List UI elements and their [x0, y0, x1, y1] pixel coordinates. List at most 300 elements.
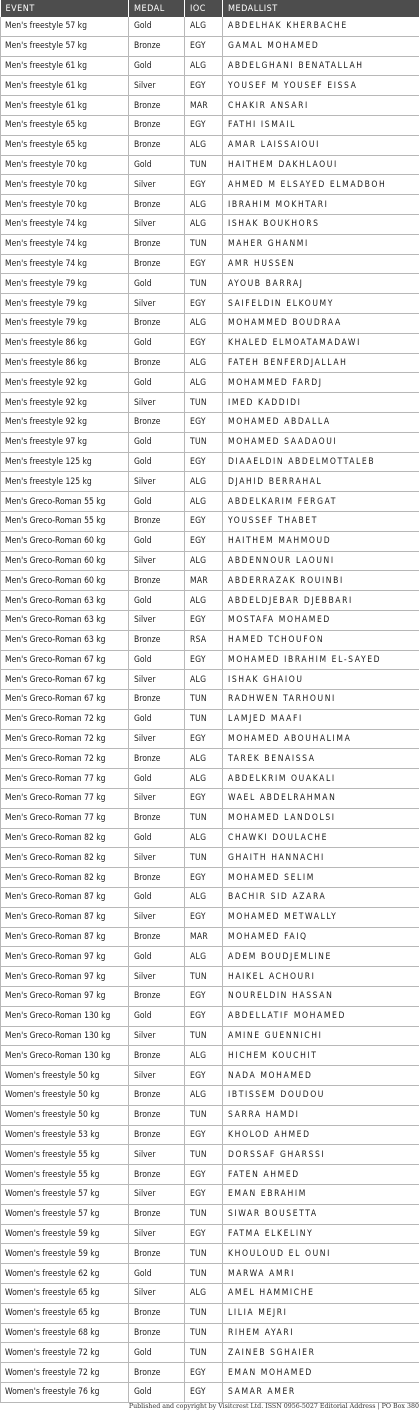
- event-cell: Men's Greco-Roman 77 kg: [1, 769, 129, 789]
- medallist-cell: DIAAELDIN ABDELMOTTALEB: [223, 452, 419, 472]
- medallist-cell: RIHEM AYARI: [223, 1323, 419, 1343]
- medallist-cell: AYOUB BARRAJ: [223, 274, 419, 294]
- medal-cell: Gold: [129, 1382, 185, 1402]
- ioc-cell: TUN: [185, 967, 223, 987]
- event-cell: Men's Greco-Roman 77 kg: [1, 789, 129, 809]
- medal-cell: Bronze: [129, 1363, 185, 1383]
- event-cell: Men's freestyle 65 kg: [1, 135, 129, 155]
- medallist-cell: HICHEM KOUCHIT: [223, 1046, 419, 1066]
- table-row: [1, 848, 419, 868]
- event-cell: Men's freestyle 74 kg: [1, 234, 129, 254]
- medal-cell: Gold: [129, 155, 185, 175]
- table-row: [1, 214, 419, 234]
- event-cell: Men's freestyle 70 kg: [1, 195, 129, 215]
- ioc-cell: ALG: [185, 828, 223, 848]
- medallist-cell: SIWAR BOUSETTA: [223, 1204, 419, 1224]
- medallist-cell: DJAHID BERRAHAL: [223, 472, 419, 492]
- table-row: [1, 373, 419, 393]
- medallist-cell: ABDELKARIM FERGAT: [223, 492, 419, 512]
- ioc-cell: ALG: [185, 749, 223, 769]
- ioc-cell: EGY: [185, 76, 223, 96]
- event-cell: Men's freestyle 61 kg: [1, 96, 129, 116]
- event-cell: Women's freestyle 59 kg: [1, 1244, 129, 1264]
- medal-cell: Gold: [129, 492, 185, 512]
- event-cell: Men's Greco-Roman 63 kg: [1, 591, 129, 611]
- medallist-cell: SAMAR AMER: [223, 1382, 419, 1402]
- table-row: [1, 195, 419, 215]
- ioc-cell: EGY: [185, 1382, 223, 1402]
- medallist-cell: CHAWKI DOULACHE: [223, 828, 419, 848]
- ioc-cell: ALG: [185, 492, 223, 512]
- ioc-cell: TUN: [185, 1145, 223, 1165]
- ioc-cell: EGY: [185, 868, 223, 888]
- medallist-cell: ABDELLATIF MOHAMED: [223, 1006, 419, 1026]
- medallist-cell: MOHAMED FAIQ: [223, 927, 419, 947]
- medallist-cell: MARWA AMRI: [223, 1264, 419, 1284]
- medal-cell: Gold: [129, 17, 185, 36]
- event-cell: Men's freestyle 65 kg: [1, 115, 129, 135]
- medallist-cell: ZAINEB SGHAIER: [223, 1343, 419, 1363]
- medallist-cell: NADA MOHAMED: [223, 1066, 419, 1086]
- medallist-cell: ABDENNOUR LAOUNI: [223, 551, 419, 571]
- event-cell: Women's freestyle 55 kg: [1, 1165, 129, 1185]
- medal-cell: Silver: [129, 214, 185, 234]
- medallist-cell: ISHAK GHAIOU: [223, 670, 419, 690]
- medallist-cell: MOSTAFA MOHAMED: [223, 610, 419, 630]
- event-cell: Men's freestyle 125 kg: [1, 452, 129, 472]
- table-row: [1, 670, 419, 690]
- event-cell: Men's freestyle 79 kg: [1, 294, 129, 314]
- ioc-cell: TUN: [185, 808, 223, 828]
- table-row: [1, 610, 419, 630]
- medal-cell: Silver: [129, 393, 185, 413]
- table-row: [1, 175, 419, 195]
- ioc-cell: TUN: [185, 1323, 223, 1343]
- medal-cell: Silver: [129, 472, 185, 492]
- table-row: [1, 1284, 419, 1304]
- medal-cell: Gold: [129, 650, 185, 670]
- event-cell: Men's freestyle 70 kg: [1, 155, 129, 175]
- table-row: [1, 492, 419, 512]
- medal-cell: Gold: [129, 56, 185, 76]
- medallist-cell: CHAKIR ANSARI: [223, 96, 419, 116]
- event-cell: Women's freestyle 76 kg: [1, 1382, 129, 1402]
- event-cell: Men's Greco-Roman 97 kg: [1, 987, 129, 1007]
- event-cell: Men's freestyle 61 kg: [1, 76, 129, 96]
- medal-cell: Gold: [129, 432, 185, 452]
- medal-cell: Gold: [129, 769, 185, 789]
- table-row: [1, 1363, 419, 1383]
- event-cell: Men's Greco-Roman 60 kg: [1, 551, 129, 571]
- table-row: [1, 135, 419, 155]
- medal-cell: Bronze: [129, 511, 185, 531]
- medallist-cell: KHOLOD AHMED: [223, 1125, 419, 1145]
- table-row: [1, 709, 419, 729]
- medal-cell: Bronze: [129, 1105, 185, 1125]
- medallist-cell: AMR HUSSEN: [223, 254, 419, 274]
- ioc-cell: EGY: [185, 1006, 223, 1026]
- medallist-cell: TAREK BENAISSA: [223, 749, 419, 769]
- column-header-event: EVENT: [1, 0, 129, 17]
- medallist-cell: IBRAHIM MOKHTARI: [223, 195, 419, 215]
- medal-cell: Bronze: [129, 987, 185, 1007]
- medal-cell: Bronze: [129, 313, 185, 333]
- medal-cell: Bronze: [129, 690, 185, 710]
- ioc-cell: EGY: [185, 1165, 223, 1185]
- table-row: [1, 630, 419, 650]
- medallist-cell: MOHAMED SELIM: [223, 868, 419, 888]
- ioc-cell: ALG: [185, 769, 223, 789]
- medal-cell: Silver: [129, 551, 185, 571]
- table-row: [1, 947, 419, 967]
- table-row: [1, 1264, 419, 1284]
- medal-cell: Bronze: [129, 353, 185, 373]
- medallist-cell: WAEL ABDELRAHMAN: [223, 789, 419, 809]
- table-row: [1, 650, 419, 670]
- medal-cell: Bronze: [129, 1303, 185, 1323]
- event-cell: Men's freestyle 86 kg: [1, 333, 129, 353]
- ioc-cell: RSA: [185, 630, 223, 650]
- event-cell: Men's freestyle 79 kg: [1, 313, 129, 333]
- medallist-cell: RADHWEN TARHOUNI: [223, 690, 419, 710]
- ioc-cell: ALG: [185, 1086, 223, 1106]
- medallist-cell: MOHAMMED BOUDRAA: [223, 313, 419, 333]
- medallist-cell: ABDERRAZAK ROUINBI: [223, 571, 419, 591]
- table-row: [1, 1165, 419, 1185]
- medallist-cell: KHALED ELMOATAMADAWI: [223, 333, 419, 353]
- medallist-cell: KHOULOUD EL OUNI: [223, 1244, 419, 1264]
- table-row: [1, 1086, 419, 1106]
- medallist-cell: GAMAL MOHAMED: [223, 36, 419, 56]
- table-row: [1, 254, 419, 274]
- medallist-cell: MOHAMED ABDALLA: [223, 412, 419, 432]
- medallist-cell: NOURELDIN HASSAN: [223, 987, 419, 1007]
- ioc-cell: MAR: [185, 96, 223, 116]
- ioc-cell: ALG: [185, 195, 223, 215]
- ioc-cell: TUN: [185, 234, 223, 254]
- table-row: [1, 987, 419, 1007]
- medal-cell: Silver: [129, 1224, 185, 1244]
- ioc-cell: TUN: [185, 1204, 223, 1224]
- event-cell: Men's freestyle 79 kg: [1, 274, 129, 294]
- table-row: [1, 1066, 419, 1086]
- table-row: [1, 294, 419, 314]
- medal-cell: Bronze: [129, 868, 185, 888]
- medallist-cell: MOHAMED IBRAHIM EL-SAYED: [223, 650, 419, 670]
- table-row: [1, 1046, 419, 1066]
- ioc-cell: EGY: [185, 1224, 223, 1244]
- event-cell: Men's freestyle 61 kg: [1, 56, 129, 76]
- medal-cell: Gold: [129, 333, 185, 353]
- medallist-cell: ADEM BOUDJEMLINE: [223, 947, 419, 967]
- medal-cell: Bronze: [129, 135, 185, 155]
- event-cell: Men's Greco-Roman 97 kg: [1, 967, 129, 987]
- ioc-cell: EGY: [185, 333, 223, 353]
- medal-cell: Silver: [129, 1145, 185, 1165]
- medal-cell: Bronze: [129, 571, 185, 591]
- medallist-cell: YOUSEF M YOUSEF EISSA: [223, 76, 419, 96]
- medal-cell: Bronze: [129, 749, 185, 769]
- ioc-cell: EGY: [185, 1185, 223, 1205]
- medal-cell: Gold: [129, 274, 185, 294]
- event-cell: Men's Greco-Roman 60 kg: [1, 531, 129, 551]
- ioc-cell: EGY: [185, 789, 223, 809]
- medallist-cell: MOHAMED ABOUHALIMA: [223, 729, 419, 749]
- event-cell: Women's freestyle 65 kg: [1, 1303, 129, 1323]
- table-row: [1, 155, 419, 175]
- medal-cell: Gold: [129, 888, 185, 908]
- table-row: [1, 36, 419, 56]
- event-cell: Men's Greco-Roman 87 kg: [1, 888, 129, 908]
- event-cell: Women's freestyle 55 kg: [1, 1145, 129, 1165]
- medal-cell: Silver: [129, 789, 185, 809]
- table-row: [1, 868, 419, 888]
- ioc-cell: EGY: [185, 115, 223, 135]
- ioc-cell: TUN: [185, 848, 223, 868]
- event-cell: Women's freestyle 50 kg: [1, 1086, 129, 1106]
- event-cell: Men's freestyle 57 kg: [1, 36, 129, 56]
- medal-cell: Silver: [129, 670, 185, 690]
- medal-cell: Silver: [129, 76, 185, 96]
- ioc-cell: ALG: [185, 670, 223, 690]
- table-row: [1, 412, 419, 432]
- event-cell: Men's Greco-Roman 63 kg: [1, 610, 129, 630]
- table-row: [1, 927, 419, 947]
- medal-cell: Bronze: [129, 1244, 185, 1264]
- medal-cell: Silver: [129, 907, 185, 927]
- table-row: [1, 591, 419, 611]
- event-cell: Women's freestyle 57 kg: [1, 1204, 129, 1224]
- ioc-cell: EGY: [185, 36, 223, 56]
- medallist-cell: SAIFELDIN ELKOUMY: [223, 294, 419, 314]
- table-row: [1, 907, 419, 927]
- ioc-cell: TUN: [185, 1303, 223, 1323]
- ioc-cell: TUN: [185, 1264, 223, 1284]
- ioc-cell: ALG: [185, 1284, 223, 1304]
- medal-cell: Bronze: [129, 115, 185, 135]
- event-cell: Women's freestyle 72 kg: [1, 1343, 129, 1363]
- column-header-medal: MEDAL: [129, 0, 185, 17]
- medallist-cell: DORSSAF GHARSSI: [223, 1145, 419, 1165]
- medal-cell: Bronze: [129, 630, 185, 650]
- medal-cell: Bronze: [129, 1204, 185, 1224]
- table-row: [1, 729, 419, 749]
- table-row: [1, 888, 419, 908]
- event-cell: Men's Greco-Roman 72 kg: [1, 749, 129, 769]
- event-cell: Men's freestyle 92 kg: [1, 393, 129, 413]
- medal-cell: Silver: [129, 1026, 185, 1046]
- event-cell: Men's Greco-Roman 55 kg: [1, 511, 129, 531]
- event-cell: Women's freestyle 65 kg: [1, 1284, 129, 1304]
- medallist-cell: AMINE GUENNICHI: [223, 1026, 419, 1046]
- event-cell: Men's Greco-Roman 130 kg: [1, 1006, 129, 1026]
- medal-cell: Bronze: [129, 1046, 185, 1066]
- table-row: [1, 1125, 419, 1145]
- event-cell: Men's freestyle 92 kg: [1, 373, 129, 393]
- medallist-cell: HAIKEL ACHOURI: [223, 967, 419, 987]
- table-row: [1, 1145, 419, 1165]
- medallist-cell: MOHAMED METWALLY: [223, 907, 419, 927]
- ioc-cell: EGY: [185, 294, 223, 314]
- table-row: [1, 56, 419, 76]
- medallist-cell: EMAN MOHAMED: [223, 1363, 419, 1383]
- table-row: [1, 967, 419, 987]
- medallist-cell: EMAN EBRAHIM: [223, 1185, 419, 1205]
- table-row: [1, 353, 419, 373]
- event-cell: Women's freestyle 68 kg: [1, 1323, 129, 1343]
- table-row: [1, 769, 419, 789]
- medallist-cell: MOHAMED SAADAOUI: [223, 432, 419, 452]
- table-row: [1, 17, 419, 36]
- medal-cell: Silver: [129, 175, 185, 195]
- ioc-cell: EGY: [185, 531, 223, 551]
- ioc-cell: ALG: [185, 135, 223, 155]
- medal-cell: Gold: [129, 373, 185, 393]
- event-cell: Men's Greco-Roman 82 kg: [1, 828, 129, 848]
- table-header: [1, 0, 419, 17]
- ioc-cell: EGY: [185, 610, 223, 630]
- medal-cell: Silver: [129, 610, 185, 630]
- ioc-cell: TUN: [185, 155, 223, 175]
- event-cell: Women's freestyle 72 kg: [1, 1363, 129, 1383]
- medal-cell: Silver: [129, 729, 185, 749]
- medallist-cell: FATMA ELKELINY: [223, 1224, 419, 1244]
- ioc-cell: EGY: [185, 511, 223, 531]
- ioc-cell: EGY: [185, 1363, 223, 1383]
- medallist-cell: AMAR LAISSAIOUI: [223, 135, 419, 155]
- medal-cell: Bronze: [129, 412, 185, 432]
- medal-cell: Bronze: [129, 1165, 185, 1185]
- medal-cell: Silver: [129, 1284, 185, 1304]
- ioc-cell: ALG: [185, 888, 223, 908]
- medal-cell: Gold: [129, 591, 185, 611]
- table-row: [1, 1006, 419, 1026]
- header-row: [1, 0, 419, 17]
- ioc-cell: EGY: [185, 987, 223, 1007]
- event-cell: Men's freestyle 74 kg: [1, 254, 129, 274]
- medallist-cell: ABDELHAK KHERBACHE: [223, 17, 419, 36]
- ioc-cell: EGY: [185, 729, 223, 749]
- ioc-cell: EGY: [185, 412, 223, 432]
- event-cell: Men's Greco-Roman 72 kg: [1, 729, 129, 749]
- table-row: [1, 551, 419, 571]
- table-row: [1, 333, 419, 353]
- medal-cell: Bronze: [129, 254, 185, 274]
- ioc-cell: TUN: [185, 1026, 223, 1046]
- medal-cell: Silver: [129, 848, 185, 868]
- medal-cell: Gold: [129, 709, 185, 729]
- ioc-cell: EGY: [185, 452, 223, 472]
- medallist-cell: ABDELGHANI BENATALLAH: [223, 56, 419, 76]
- ioc-cell: ALG: [185, 353, 223, 373]
- medal-cell: Silver: [129, 1185, 185, 1205]
- table-row: [1, 313, 419, 333]
- medallist-cell: FATEH BENFERDJALLAH: [223, 353, 419, 373]
- medal-cell: Gold: [129, 1264, 185, 1284]
- event-cell: Men's Greco-Roman 130 kg: [1, 1026, 129, 1046]
- medal-cell: Silver: [129, 1066, 185, 1086]
- event-cell: Men's freestyle 57 kg: [1, 17, 129, 36]
- ioc-cell: EGY: [185, 1125, 223, 1145]
- table-row: [1, 1105, 419, 1125]
- event-cell: Women's freestyle 62 kg: [1, 1264, 129, 1284]
- medallist-cell: SARRA HAMDI: [223, 1105, 419, 1125]
- ioc-cell: ALG: [185, 313, 223, 333]
- ioc-cell: TUN: [185, 393, 223, 413]
- medal-cell: Bronze: [129, 96, 185, 116]
- event-cell: Men's freestyle 97 kg: [1, 432, 129, 452]
- ioc-cell: EGY: [185, 254, 223, 274]
- table-row: [1, 96, 419, 116]
- medal-cell: Gold: [129, 452, 185, 472]
- event-cell: Men's freestyle 92 kg: [1, 412, 129, 432]
- publication-footer: Published and copyright by Visitcrest Ltd. ISSN 0956-5027 Editorial Address | PO Box 380: [128, 1403, 419, 1410]
- column-header-ioc: IOC: [185, 0, 223, 17]
- table-row: [1, 1185, 419, 1205]
- ioc-cell: ALG: [185, 373, 223, 393]
- table-row: [1, 749, 419, 769]
- event-cell: Women's freestyle 50 kg: [1, 1105, 129, 1125]
- event-cell: Women's freestyle 57 kg: [1, 1185, 129, 1205]
- medallist-cell: ISHAK BOUKHORS: [223, 214, 419, 234]
- medallist-cell: LILIA MEJRI: [223, 1303, 419, 1323]
- medallist-cell: AMEL HAMMICHE: [223, 1284, 419, 1304]
- table-row: [1, 1244, 419, 1264]
- ioc-cell: ALG: [185, 56, 223, 76]
- table-row: [1, 115, 419, 135]
- medallist-cell: YOUSSEF THABET: [223, 511, 419, 531]
- ioc-cell: TUN: [185, 1105, 223, 1125]
- medallist-cell: LAMJED MAAFI: [223, 709, 419, 729]
- medallist-cell: FATHI ISMAIL: [223, 115, 419, 135]
- medal-cell: Gold: [129, 531, 185, 551]
- medallist-cell: ABDELKRIM OUAKALI: [223, 769, 419, 789]
- ioc-cell: EGY: [185, 1066, 223, 1086]
- table-row: [1, 511, 419, 531]
- event-cell: Men's Greco-Roman 55 kg: [1, 492, 129, 512]
- medal-cell: Bronze: [129, 927, 185, 947]
- medallist-cell: HAITHEM DAKHLAOUI: [223, 155, 419, 175]
- event-cell: Men's Greco-Roman 87 kg: [1, 907, 129, 927]
- table-row: [1, 690, 419, 710]
- ioc-cell: TUN: [185, 1343, 223, 1363]
- ioc-cell: ALG: [185, 1046, 223, 1066]
- table-row: [1, 808, 419, 828]
- table-row: [1, 472, 419, 492]
- event-cell: Men's freestyle 125 kg: [1, 472, 129, 492]
- medallist-cell: MOHAMED LANDOLSI: [223, 808, 419, 828]
- event-cell: Men's freestyle 86 kg: [1, 353, 129, 373]
- ioc-cell: ALG: [185, 214, 223, 234]
- medal-cell: Bronze: [129, 36, 185, 56]
- event-cell: Men's Greco-Roman 67 kg: [1, 670, 129, 690]
- event-cell: Women's freestyle 59 kg: [1, 1224, 129, 1244]
- ioc-cell: ALG: [185, 472, 223, 492]
- event-cell: Men's Greco-Roman 67 kg: [1, 690, 129, 710]
- table-body: [1, 17, 419, 1402]
- event-cell: Women's freestyle 50 kg: [1, 1066, 129, 1086]
- table-row: [1, 571, 419, 591]
- medal-cell: Gold: [129, 828, 185, 848]
- medal-cell: Bronze: [129, 195, 185, 215]
- ioc-cell: EGY: [185, 650, 223, 670]
- medallist-cell: ABDELDJEBAR DJEBBARI: [223, 591, 419, 611]
- ioc-cell: ALG: [185, 947, 223, 967]
- event-cell: Men's Greco-Roman 63 kg: [1, 630, 129, 650]
- medal-cell: Silver: [129, 294, 185, 314]
- table-row: [1, 76, 419, 96]
- medallist-cell: IMED KADDIDI: [223, 393, 419, 413]
